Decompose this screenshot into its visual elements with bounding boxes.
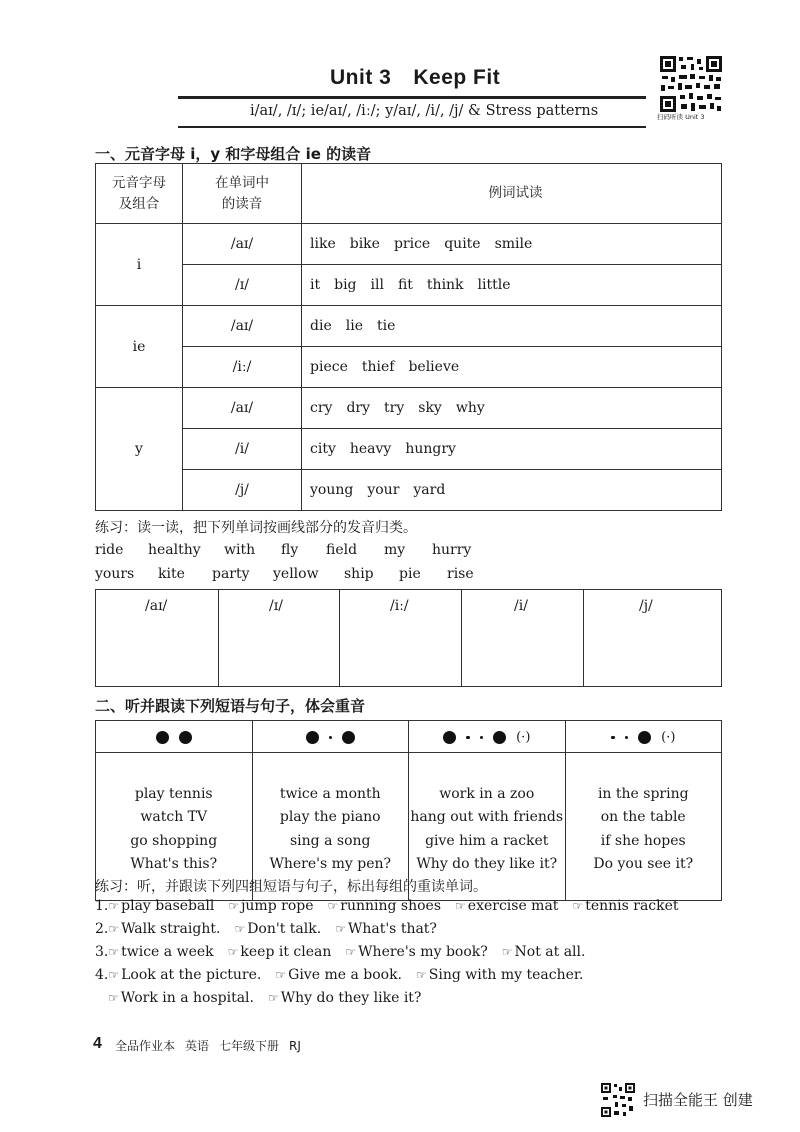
sound-cell: /aɪ/ bbox=[183, 306, 302, 347]
sound-cell: /i/ bbox=[183, 429, 302, 470]
pointing-hand-icon: ☞ bbox=[275, 968, 287, 982]
pointing-hand-icon: ☞ bbox=[108, 922, 120, 936]
exercise1-instruction: 练习：读一读，把下列单词按画线部分的发音归类。 bbox=[95, 520, 417, 536]
exercise2-instruction: 练习：听，并跟读下列四组短语与句子，标出每组的重读单词。 bbox=[95, 879, 487, 895]
pointing-hand-icon: ☞ bbox=[108, 968, 120, 982]
letter-cell: y bbox=[96, 388, 183, 511]
pointing-hand-icon: ☞ bbox=[234, 922, 246, 936]
exercise-item-3: 3.☞ twice a week ☞ keep it clean ☞ Where's my book? ☞ Not at all. bbox=[95, 944, 586, 960]
stress-examples: in the spring on the table if she hopes Do you see it? bbox=[565, 753, 722, 901]
example-words: like bike price quite smile bbox=[302, 224, 722, 265]
pointing-hand-icon: ☞ bbox=[335, 922, 346, 936]
title-rule-bottom bbox=[178, 126, 646, 128]
pointing-hand-icon: ☞ bbox=[227, 945, 239, 959]
sort-column[interactable]: /iː/ bbox=[340, 590, 462, 686]
vowel-table bbox=[95, 163, 722, 511]
sound-cell: /aɪ/ bbox=[183, 224, 302, 265]
example-words: it big ill fit think little bbox=[302, 265, 722, 306]
letter-cell: i bbox=[96, 224, 183, 306]
page-number: 4 bbox=[93, 1035, 102, 1052]
pointing-hand-icon: ☞ bbox=[108, 991, 119, 1005]
sound-cell: /ɪ/ bbox=[183, 265, 302, 306]
pointing-hand-icon: ☞ bbox=[228, 899, 240, 913]
exercise1-words-line2: yours kite party yellow ship pie rise bbox=[95, 566, 474, 582]
pointing-hand-icon: ☞ bbox=[267, 991, 279, 1005]
col-head-examples: 例词试读 bbox=[302, 164, 722, 224]
pointing-hand-icon: ☞ bbox=[501, 945, 513, 959]
section2-heading: 二、听并跟读下列短语与句子，体会重音 bbox=[95, 697, 366, 715]
sort-column[interactable]: /j/ bbox=[639, 598, 653, 614]
pointing-hand-icon: ☞ bbox=[345, 945, 357, 959]
col-head-letter: 元音字母 及组合 bbox=[96, 164, 183, 224]
exercise-item-1: 1.☞ play baseball ☞ jump rope ☞ running shoes ☞ exercise mat ☞ tennis racket bbox=[95, 898, 679, 914]
exercise-item-2: 2.☞ Walk straight. ☞ Don't talk. ☞ What's that? bbox=[95, 921, 437, 937]
qr-caption: 扫码听读 Unit 3 bbox=[657, 113, 705, 121]
pointing-hand-icon: ☞ bbox=[572, 899, 584, 913]
pointing-hand-icon: ☞ bbox=[108, 945, 120, 959]
sort-column[interactable]: /aɪ/ bbox=[96, 590, 219, 686]
unit-subtitle: i/aɪ/, /ɪ/; ie/aɪ/, /iː/; y/aɪ/, /i/, /j/ & Stress patterns bbox=[250, 103, 599, 119]
unit-title: Unit 3 Keep Fit bbox=[330, 66, 501, 89]
scanner-qr-icon bbox=[600, 1082, 636, 1118]
pointing-hand-icon: ☞ bbox=[327, 899, 339, 913]
letter-cell: ie bbox=[96, 306, 183, 388]
exercise-item-4: 4.☞ Look at the picture. ☞ Give me a book. ☞ Sing with my teacher. bbox=[95, 967, 584, 983]
pointing-hand-icon: ☞ bbox=[416, 968, 427, 982]
stress-examples: work in a zoo hang out with friends give him a racket Why do they like it? bbox=[409, 753, 566, 901]
stress-pattern: (·) bbox=[409, 721, 566, 753]
example-words: piece thief believe bbox=[302, 347, 722, 388]
stress-pattern bbox=[96, 721, 253, 753]
exercise1-words-line1: ride healthy with fly field my hurry bbox=[95, 542, 472, 558]
stress-pattern: (·) bbox=[565, 721, 722, 753]
scanner-stamp: 扫描全能王 创建 bbox=[643, 1091, 753, 1109]
example-words: city heavy hungry bbox=[302, 429, 722, 470]
stress-examples: twice a month play the piano sing a song Where's my pen? bbox=[252, 753, 409, 901]
sound-cell: /j/ bbox=[183, 470, 302, 511]
sound-cell: /iː/ bbox=[183, 347, 302, 388]
section1-heading: 一、元音字母 i，y 和字母组合 ie 的读音 bbox=[95, 145, 372, 163]
col-head-sound: 在单词中 的读音 bbox=[183, 164, 302, 224]
sorting-table bbox=[95, 589, 722, 687]
stress-pattern bbox=[252, 721, 409, 753]
sort-column[interactable]: /ɪ/ bbox=[219, 590, 340, 686]
title-rule-top bbox=[178, 96, 646, 99]
pointing-hand-icon: ☞ bbox=[455, 899, 466, 913]
stress-examples: play tennis watch TV go shopping What's this? bbox=[96, 753, 253, 901]
stress-table bbox=[95, 720, 722, 901]
book-footer: 全品作业本 英语 七年级下册 RJ bbox=[115, 1039, 301, 1053]
sort-column[interactable]: /i/ bbox=[462, 590, 584, 686]
example-words: cry dry try sky why bbox=[302, 388, 722, 429]
example-words: young your yard bbox=[302, 470, 722, 511]
sound-cell: /aɪ/ bbox=[183, 388, 302, 429]
qr-code-icon[interactable] bbox=[659, 55, 723, 113]
exercise-item-4-cont: ☞ Work in a hospital. ☞ Why do they like it? bbox=[108, 990, 422, 1006]
example-words: die lie tie bbox=[302, 306, 722, 347]
pointing-hand-icon: ☞ bbox=[108, 899, 120, 913]
